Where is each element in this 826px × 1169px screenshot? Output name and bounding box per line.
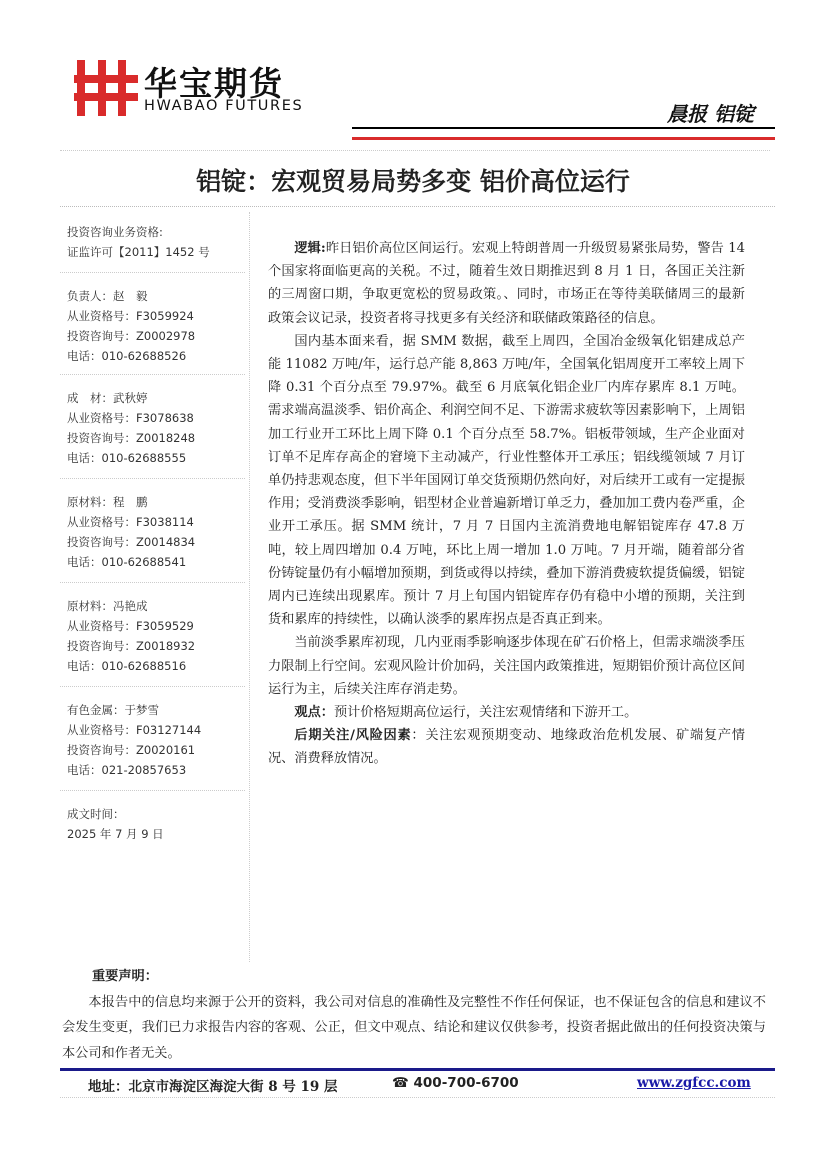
hwabao-logo-mark-icon xyxy=(68,60,138,116)
analyst-consult-no: 投资咨询号：Z0002978 xyxy=(67,329,196,343)
analyst-license: 从业资格号：F3059924 xyxy=(67,309,194,323)
analyst-sidebar xyxy=(55,212,250,962)
footer-phone xyxy=(392,1075,519,1091)
header-rule-black xyxy=(352,127,775,129)
footer-phone-number: 400-700-6700 xyxy=(413,1075,519,1091)
date-value: 2025 年 7 月 9 日 xyxy=(67,827,164,841)
sidebar-divider xyxy=(60,478,245,479)
risk-paragraph xyxy=(268,724,745,770)
report-title: 铝锭：宏观贸易局势多变 铝价高位运行 xyxy=(196,167,630,196)
sidebar-divider xyxy=(60,582,245,583)
footer-website-link[interactable]: www.zgfcc.com xyxy=(637,1075,751,1091)
analyst-phone: 电话：010-62688526 xyxy=(67,349,187,363)
analyst-license: 从业资格号：F3059529 xyxy=(67,619,194,633)
analyst-phone: 电话：010-62688555 xyxy=(67,451,187,465)
analyst-license: 从业资格号：F03127144 xyxy=(67,723,202,737)
analyst-consult-no: 投资咨询号：Z0020161 xyxy=(67,743,196,757)
disclaimer xyxy=(62,964,766,1066)
analyst-phone: 电话：010-62688541 xyxy=(67,555,187,569)
sidebar-divider xyxy=(60,686,245,687)
disclaimer-heading: 重要声明： xyxy=(92,969,158,984)
outlook-paragraph: 当前淡季累库初现，几内亚雨季影响逐步体现在矿石价格上，但需求端淡季压力限制上行空间。宏观风险计价加码，关注国内政策推进，短期铝价预计高位区间运行为主，后续关注库存消走势。 xyxy=(268,635,745,697)
title-divider xyxy=(60,206,775,207)
view-paragraph xyxy=(268,701,745,724)
analyst-role: 原材料：冯艳成 xyxy=(67,599,148,613)
footer-address: 地址：北京市海淀区海淀大街 8 号 19 层 xyxy=(88,1079,338,1095)
footer-rule xyxy=(60,1068,775,1071)
view-label: 观点： xyxy=(294,705,334,721)
fundamentals-paragraph: 国内基本面来看，据 SMM 数据，截至上周四，全国冶金级氧化铝建成总产能 11082 万吨/年，运行总产能 8,863 万吨/年，全国氧化铝周度开工率较上周下降 0.31 个百分点至 79.97%。截至 6 月底氧化铝企业厂内库存累库 8.1 万吨。需求端高温淡季、铝价高企、利润空间不足、下游需求疲软等因素影响下，上周铝加工行业开工环比上周下降 0.1 个百分点至 58.7%。铝板带领域，生产企业面对订单不足库存高企的窘境下主动减产，行业性整体开工承压；铝线缆领域 7 月订单仍持悲观态度，但下半年国网订单交货预期仍然向好，对后续开工或有一定提振作用；受消费淡季影响，铝型材企业普遍新增订单乏力，叠加加工费内卷严重，企业开工承压。据 SMM 统计，7 月 7 日国内主流消费地电解铝锭库存 47.8 万吨，较上周四增加 0.4 万吨，环比上周一增加 1.0 万吨。7 月开端，随着部分省份铸锭量仍有小幅增加预期，到货或得以持续，叠加下游消费疲软提货偏缓，铝锭周内已连续出现累库。预计 7 月上旬国内铝锭库存仍有稳中小增的预期，关注到货和累库的持续性，以确认淡季的累库拐点是否真正到来。 xyxy=(268,333,745,628)
sidebar-divider xyxy=(60,790,245,791)
header-rule-red xyxy=(352,137,775,140)
view-text: 预计价格短期高位运行，关注宏观情绪和下游开工。 xyxy=(333,705,638,721)
analyst-role: 成 材：武秋婷 xyxy=(67,391,148,405)
analyst-phone: 电话：010-62688516 xyxy=(67,659,187,673)
qualification-label: 投资咨询业务资格: xyxy=(67,225,163,239)
sidebar-divider xyxy=(60,272,245,273)
risk-label: 后期关注/风险因素 xyxy=(294,728,412,744)
logic-paragraph xyxy=(268,237,745,330)
analyst-role: 原材料：程 鹏 xyxy=(67,495,148,509)
logo-english-name: HWABAO FUTURES xyxy=(144,98,304,114)
logo-chinese-name: 华宝期货 xyxy=(144,64,284,103)
logic-label: 逻辑: xyxy=(294,241,326,256)
qualification-value: 证监许可【2011】1452 号 xyxy=(67,245,210,259)
risk-text: ：关注宏观预期变动、地缘政治危机发展、矿端复产情况、消费释放情况。 xyxy=(268,728,745,767)
company-logo xyxy=(68,58,318,118)
report-body xyxy=(268,237,745,771)
analyst-consult-no: 投资咨询号：Z0014834 xyxy=(67,535,196,549)
analyst-license: 从业资格号：F3078638 xyxy=(67,411,194,425)
analyst-consult-no: 投资咨询号：Z0018248 xyxy=(67,431,196,445)
header-divider xyxy=(60,150,770,151)
analyst-consult-no: 投资咨询号：Z0018932 xyxy=(67,639,196,653)
analyst-role: 负责人：赵 毅 xyxy=(67,289,148,303)
analyst-role: 有色金属：于梦雪 xyxy=(67,703,159,717)
date-label: 成文时间： xyxy=(67,807,125,821)
sidebar-divider xyxy=(60,374,245,375)
analyst-license: 从业资格号：F3038114 xyxy=(67,515,194,529)
telephone-icon: ☎ xyxy=(392,1075,414,1091)
disclaimer-text: 本报告中的信息均来源于公开的资料，我公司对信息的准确性及完整性不作任何保证，也不保证包含的信息和建议不会发生变更，我们已力求报告内容的客观、公正，但文中观点、结论和建议仅供参考，投资者据此做出的任何投资决策与本公司和作者无关。 xyxy=(62,994,766,1061)
logic-text: 昨日铝价高位区间运行。宏观上特朗普周一升级贸易紧张局势，警告 14 个国家将面临更高的关税。不过，随着生效日期推迟到 8 月 1 日，各国正关注新的三周窗口期，争取更宽松的贸易政策。、同时，市场正在等待美联储周三的最新政策会议记录，投资者将寻找更多有关经济和联储政策路径的信息。 xyxy=(268,241,745,326)
report-type-label: 晨报 铝锭 xyxy=(667,102,754,126)
footer-divider xyxy=(60,1097,775,1098)
analyst-phone: 电话：021-20857653 xyxy=(67,763,187,777)
